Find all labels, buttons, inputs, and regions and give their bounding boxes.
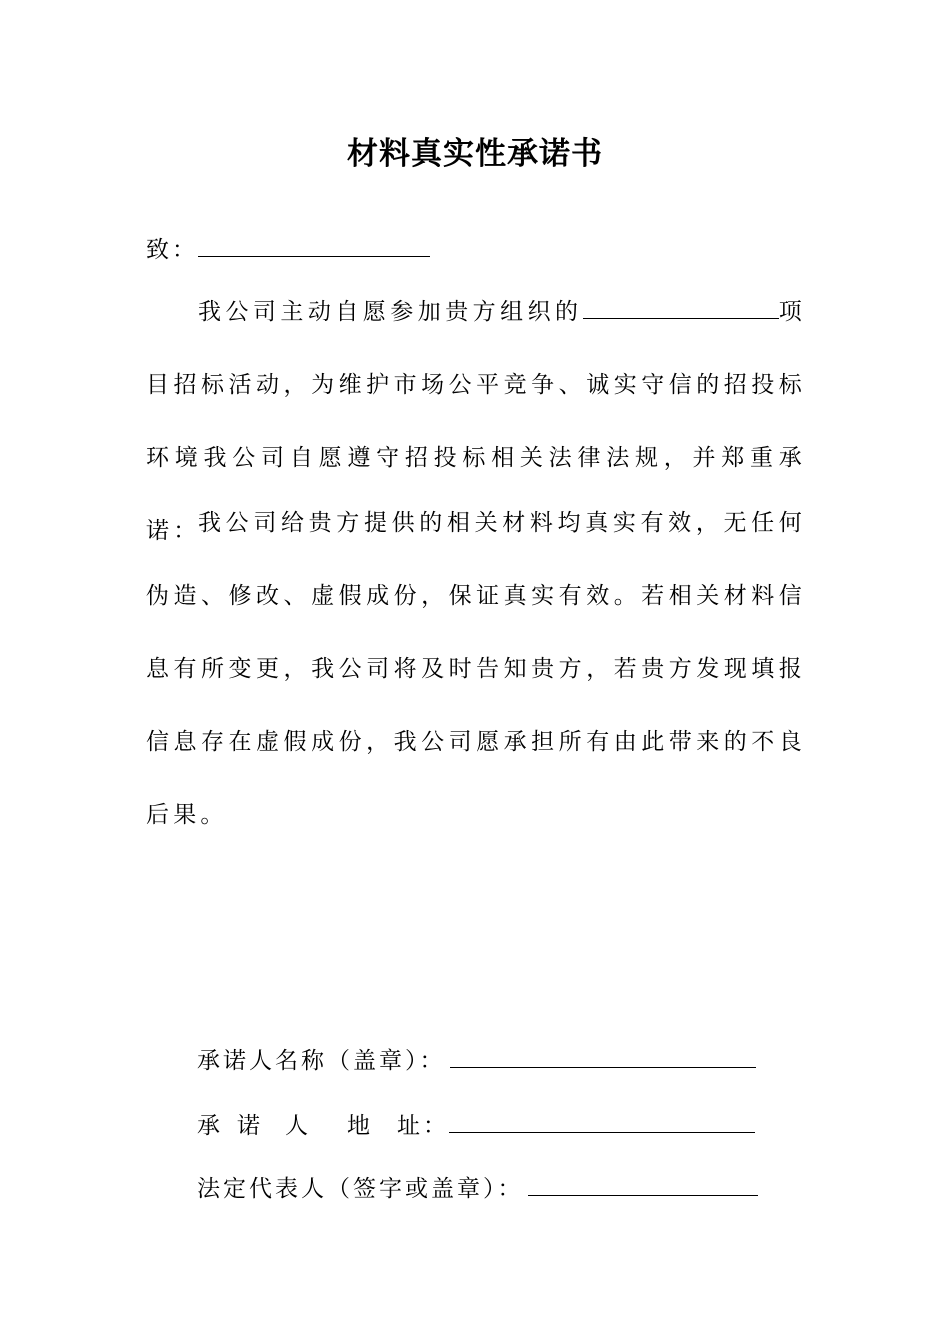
document-title: 材料真实性承诺书 <box>347 136 603 172</box>
signature-name-line <box>197 1045 756 1076</box>
signature-rep-label: 法定代表人（签字或盖章）： <box>197 1176 524 1202</box>
intro-text-part2: 项目招标活动，为维护市场公平竞争、诚实守信的招投标环境我公司自愿遵守招投标相关法律法规，并郑重承诺： <box>146 299 806 544</box>
address-label-char: 诺 <box>237 1113 263 1139</box>
signature-rep-blank[interactable] <box>528 1173 758 1196</box>
signature-name-blank[interactable] <box>450 1045 756 1068</box>
addressee-label: 致： <box>146 237 198 263</box>
addressee-blank[interactable] <box>198 234 430 257</box>
address-label-char: 人 <box>285 1113 311 1139</box>
signature-rep-line <box>197 1173 758 1204</box>
intro-text-part1: 我公司主动自愿参加贵方组织的 <box>198 299 583 325</box>
commitment-paragraph: 我公司给贵方提供的相关材料均真实有效，无任何伪造、修改、虚假成份，保证真实有效。若相关材料信息有所变更，我公司将及时告知贵方，若贵方发现填报信息存在虚假成份，我公司愿承担所有由此带来的不良后果。 <box>146 510 806 828</box>
address-label-char: 址： <box>397 1113 449 1139</box>
signature-address-line <box>197 1110 755 1141</box>
addressee-line <box>146 234 430 265</box>
signature-address-blank[interactable] <box>449 1110 755 1133</box>
address-label-char: 地 <box>347 1113 373 1139</box>
address-label-char: 承 <box>197 1113 223 1139</box>
project-name-blank[interactable] <box>583 296 779 319</box>
signature-name-label: 承诺人名称（盖章）： <box>197 1048 446 1074</box>
